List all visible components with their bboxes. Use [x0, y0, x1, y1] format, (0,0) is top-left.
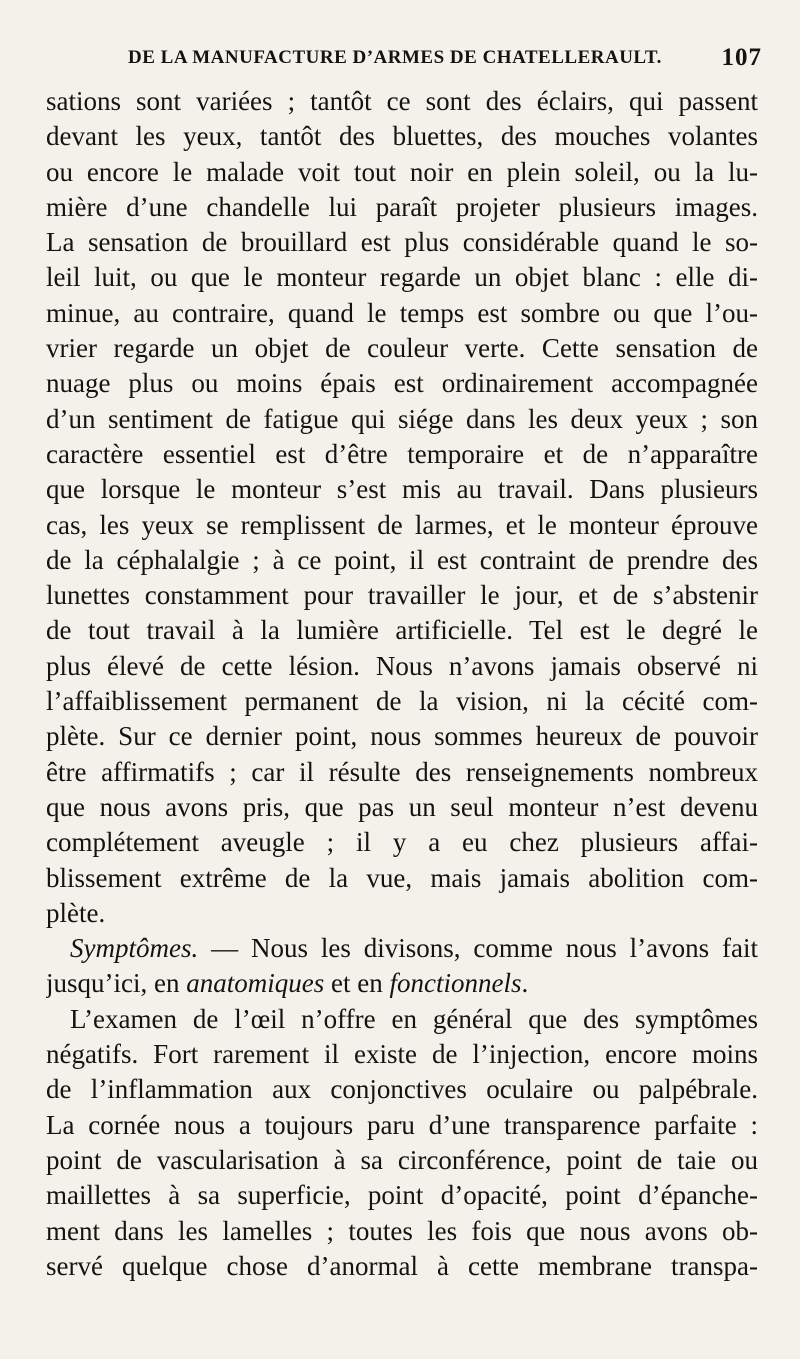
text-span: .: [521, 968, 529, 999]
text-line: lunettes constamment pour travailler le jour, et de s’abstenir: [46, 580, 758, 611]
text-line: que lorsque le monteur s’est mis au travail. Dans plusieurs: [46, 474, 758, 505]
text-line: négatifs. Fort rarement il existe de l’injection, encore moins: [46, 1039, 758, 1070]
italic-term-fonctionnels: fonctionnels: [389, 968, 522, 999]
text-line: cas, les yeux se remplissent de larmes, et le monteur éprouve: [46, 509, 758, 540]
text-line: leil luit, ou que le monteur regarde un objet blanc : elle di-: [46, 262, 758, 293]
text-line: être affirmatifs ; car il résulte des renseignements nombreux: [46, 756, 758, 787]
text-line: vrier regarde un objet de couleur verte. Cette sensation de: [46, 333, 758, 364]
text-line: d’un sentiment de fatigue qui siége dans les deux yeux ; son: [46, 403, 758, 434]
text-line: de tout travail à la lumière artificielle. Tel est le degré le: [46, 615, 758, 646]
text-line: caractère essentiel est d’être temporaire et de n’apparaître: [46, 438, 758, 469]
text-line: plète.: [46, 897, 106, 928]
text-line: L’examen de l’œil n’offre en général que des symptômes: [70, 1003, 758, 1034]
text-line: minue, au contraire, quand le temps est sombre ou que l’ou-: [46, 297, 758, 328]
text-line: mière d’une chandelle lui paraît projeter plusieurs images.: [46, 191, 758, 222]
text-line: de l’inflammation aux conjonctives oculaire ou palpébrale.: [46, 1074, 758, 1105]
text-line: La cornée nous a toujours paru d’une transparence parfaite :: [46, 1109, 758, 1140]
symptoms-paragraph-line: [46, 931, 758, 966]
text-line: ou encore le malade voit tout noir en plein soleil, ou la lu-: [46, 156, 758, 187]
symptoms-paragraph-line: [46, 966, 758, 1001]
text-line: devant les yeux, tantôt des bluettes, des mouches volantes: [46, 121, 758, 152]
text-span: — Nous les divisons, comme nous l’avons fait: [198, 933, 758, 964]
text-span: et en: [324, 968, 390, 999]
text-line: sations sont variées ; tantôt ce sont des éclairs, qui passent: [46, 86, 758, 116]
text-line: blissement extrême de la vue, mais jamais abolition com-: [46, 862, 758, 893]
section-heading-symptomes: Symptômes.: [70, 933, 199, 964]
page-number: 107: [721, 44, 762, 71]
text-span: jusqu’ici, en: [46, 968, 187, 999]
text-line: point de vascularisation à sa circonférence, point de taie ou: [46, 1144, 758, 1175]
running-title: DE LA MANUFACTURE D’ARMES DE CHATELLERAULT.: [128, 47, 662, 68]
text-line: complétement aveugle ; il y a eu chez plusieurs affai-: [46, 827, 758, 858]
body-text: [46, 84, 758, 1284]
page-header: [128, 42, 762, 74]
text-line: de la céphalalgie ; à ce point, il est contraint de prendre des: [46, 544, 758, 575]
text-line: l’affaiblissement permanent de la vision, ni la cécité com-: [46, 686, 758, 717]
text-line: maillettes à sa superficie, point d’opacité, point d’épanche-: [46, 1180, 758, 1211]
text-line: que nous avons pris, que pas un seul monteur n’est devenu: [46, 791, 758, 822]
text-line: ment dans les lamelles ; toutes les fois que nous avons ob-: [46, 1215, 758, 1246]
text-line: servé quelque chose d’anormal à cette membrane transpa-: [46, 1250, 758, 1281]
text-line: plète. Sur ce dernier point, nous sommes heureux de pouvoir: [46, 721, 758, 752]
text-line: nuage plus ou moins épais est ordinairement accompagnée: [46, 368, 758, 399]
italic-term-anatomiques: anatomiques: [186, 968, 325, 999]
text-line: plus élevé de cette lésion. Nous n’avons jamais observé ni: [46, 650, 758, 681]
text-line: La sensation de brouillard est plus considérable quand le so-: [46, 227, 758, 258]
